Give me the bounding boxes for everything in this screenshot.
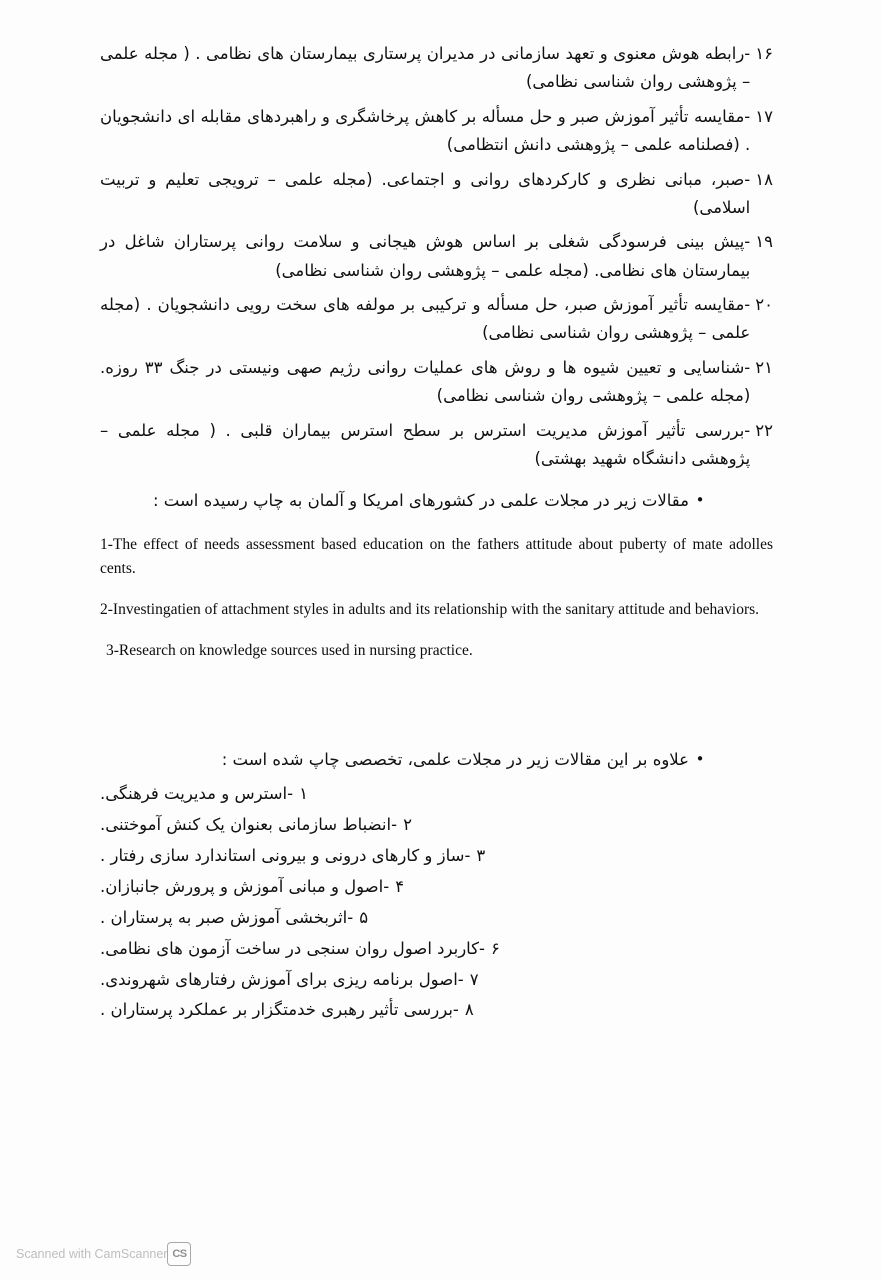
- list-item-number: ۲۲: [755, 420, 773, 440]
- list-item: [100, 40, 773, 97]
- list-item: [100, 842, 773, 871]
- publications-list-secondary: [100, 780, 773, 1025]
- english-publication-1: 1-The effect of needs assessment based education on the fathers attitude about puberty of mate adolles cents.: [100, 536, 773, 577]
- list-item-text: -رابطه هوش معنوی و تعهد سازمانی در مدیران پرستاری بیمارستان های نظامی . ( مجله علمی – پژوهشی روان شناسی نظامی): [100, 44, 751, 92]
- list-item-text: -کاربرد اصول روان سنجی در ساخت آزمون های نظامی.: [100, 938, 485, 958]
- list-item-text: -بررسی تأثیر رهبری خدمتگزار بر عملکرد پرستاران .: [100, 1000, 459, 1020]
- bullet-international-journals: [100, 487, 773, 515]
- list-item: [100, 291, 773, 348]
- list-item: [100, 966, 773, 995]
- bullet-specialized-journals: [100, 746, 773, 774]
- list-item: [100, 166, 773, 223]
- list-item-text: -صبر، مبانی نظری و کارکردهای روانی و اجتماعی. (مجله علمی – ترویجی تعلیم و تربیت اسلامی): [100, 169, 751, 217]
- list-item-text: -اثربخشی آموزش صبر به پرستاران .: [100, 907, 354, 927]
- list-item-number: ۸: [464, 1000, 474, 1020]
- english-publication-3: 3-Research on knowledge sources used in nursing practice.: [106, 642, 473, 660]
- bullet-icon: •: [695, 750, 705, 769]
- list-item-text: -استرس و مدیریت فرهنگی.: [100, 784, 294, 804]
- list-item: [100, 811, 773, 840]
- document-body: [100, 40, 773, 1027]
- list-item-number: ۲: [403, 815, 412, 835]
- list-item-number: ۲۱: [755, 357, 773, 377]
- list-item-number: ۱۹: [755, 232, 773, 252]
- list-item-number: ۷: [469, 969, 479, 989]
- list-item-number: ۵: [359, 907, 369, 927]
- list-item: [100, 935, 773, 964]
- list-item-text: -مقایسه تأثیر آموزش صبر، حل مسأله و ترکیبی بر مولفه های سخت رویی دانشجویان . (مجله علمی – پژوهشی روان شناسی نظامی): [100, 295, 751, 343]
- bullet-text: مقالات زیر در مجلات علمی در کشورهای امریکا و آلمان به چاپ رسیده است :: [152, 491, 689, 511]
- list-item: [100, 103, 773, 160]
- list-item-number: ۱۶: [755, 44, 773, 63]
- list-item-text: -اصول و مبانی آموزش و پرورش جانبازان.: [100, 876, 390, 896]
- list-item-number: ۲۰: [755, 295, 773, 314]
- list-item-number: ۴: [395, 876, 405, 896]
- list-item-number: ۳: [476, 846, 486, 866]
- list-item-number: ۱۷: [755, 106, 773, 126]
- list-item-text: -اصول برنامه ریزی برای آموزش رفتارهای شهروندی.: [100, 969, 464, 989]
- camscanner-watermark: [8, 1242, 191, 1266]
- list-item-text: -پیش بینی فرسودگی شغلی بر اساس هوش هیجانی و سلامت روانی پرستاران شاغل در بیمارستان های نظامی. (مجله علمی – پژوهشی روان شناسی نظامی): [100, 232, 751, 280]
- english-publication-2: 2-Investingatien of attachment styles in adults and its relationship with the sanitary attitude and behaviors.: [100, 600, 760, 618]
- list-item: [100, 354, 773, 411]
- list-item-text: -انضباط سازمانی بعنوان یک کنش آموختنی.: [100, 815, 398, 835]
- list-item: [100, 873, 773, 902]
- list-item-number: ۶: [491, 938, 500, 958]
- list-item-text: -شناسایی و تعیین شیوه ها و روش های عملیات روانی رژیم صهی ونیستی در جنگ ۳۳ روزه.(مجله علمی – پژوهشی روان شناسی نظامی): [100, 357, 751, 406]
- list-item-text: -بررسی تأثیر آموزش مدیریت استرس بر سطح استرس بیماران قلبی . ( مجله علمی – پژوهشی دانشگاه شهید بهشتی): [100, 420, 751, 468]
- bullet-text: علاوه بر این مقالات زیر در مجلات علمی، تخصصی چاپ شده است :: [221, 750, 689, 770]
- list-item: [100, 228, 773, 285]
- publications-list-primary: [100, 40, 773, 473]
- camscanner-icon: CS: [167, 1242, 191, 1266]
- list-item-text: -مقایسه تأثیر آموزش صبر و حل مسأله بر کاهش پرخاشگری و راهبردهای مقابله ای دانشجویان . (فصلنامه علمی – پژوهشی دانش انتظامی): [100, 106, 751, 155]
- bullet-icon: •: [695, 491, 705, 510]
- list-item-number: ۱: [299, 784, 308, 804]
- camscanner-label: Scanned with CamScanner: [16, 1247, 168, 1261]
- list-item-text: -ساز و کارهای درونی و بیرونی استاندارد سازی رفتار .: [100, 846, 471, 866]
- list-item: [100, 780, 773, 809]
- list-item: [100, 996, 773, 1025]
- section-spacer: [100, 676, 773, 732]
- list-item-number: ۱۸: [755, 169, 773, 189]
- list-item: [100, 417, 773, 474]
- list-item: [100, 904, 773, 933]
